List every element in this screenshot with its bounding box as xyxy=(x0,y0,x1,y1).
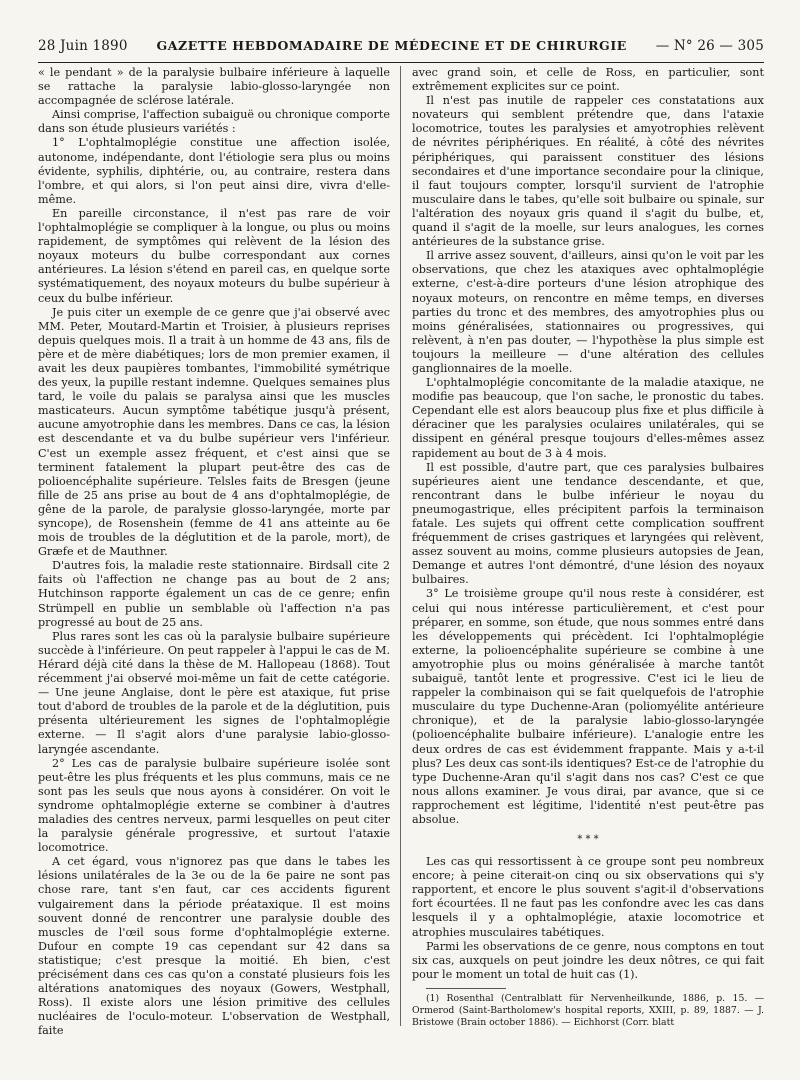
paragraph: Plus rares sont les cas où la paralysie bulbaire supérieure succède à l'inférieure. On peut rappeler à l'appui le cas de M. Hérard déjà cité dans la thèse de M. Hallopeau (1868). Tout récemment j'ai observé moi-même un fait de cette catégorie. — Une jeune Anglaise, dont le père est ataxique, fut prise tout d'abord de troubles de la parole et de la déglutition, puis présenta ultérieurement les signes de l'ophtalmoplégie externe. — Il s'agit alors d'une paralysie labio-glosso-laryngée ascendante. xyxy=(38,629,390,756)
paragraph: En pareille circonstance, il n'est pas rare de voir l'ophtalmoplégie se compliquer à la longue, ou plus ou moins rapidement, de symptômes qui relèvent de la lésion des noyaux moteurs du bulbe correspondant aux cornes antérieures. La lésion s'étend en pareil cas, en quelque sorte systématiquement, des noyaux moteurs du bulbe supérieur à ceux du bulbe inférieur. xyxy=(38,206,390,305)
paragraph: 3° Le troisième groupe qu'il nous reste à considérer, est celui qui nous intéresse particulièrement, et c'est pour préparer, en somme, son étude, que nous sommes entré dans les développements qui précèdent. Ici l'ophtalmoplégie externe, la polioencéphalite supérieure se combine à une amyotrophie plus ou moins généralisée à marche tantôt subaiguë, tantôt lente et progressive. C'est ici le lieu de rappeler la combinaison qui se fait quelquefois de l'atrophie musculaire du type Duchenne-Aran (poliomyélite antérieure chronique), et de la paralysie labio-glosso-laryngée (polioencéphalite bulbaire inférieure). L'analogie entre les deux ordres de cas est évidemment frappante. Mais y a-t-il plus? Les deux cas sont-ils identiques? Est-ce de l'atrophie du type Duchenne-Aran qu'il s'agit dans nos cas? C'est ce que nous allons examiner. Je vous dirai, par avance, que si ce rapprochement est légitime, l'identité n'est peut-être pas absolue. xyxy=(412,587,764,826)
left-column xyxy=(38,66,390,1038)
paragraph: Parmi les observations de ce genre, nous comptons en tout six cas, auxquels on peut joindre les deux nôtres, ce qui fait pour le moment un total de huit cas (1). xyxy=(412,939,764,981)
paragraph: avec grand soin, et celle de Ross, en particulier, sont extrêmement explicites sur ce point. xyxy=(412,66,764,94)
paragraph: « le pendant » de la paralysie bulbaire inférieure à laquelle se rattache la paralysie labio-glosso-laryngée non accompagnée de sclérose latérale. xyxy=(38,66,390,108)
footnote-rule xyxy=(426,988,506,989)
right-column xyxy=(412,66,764,1029)
section-separator-stars: * * * xyxy=(577,834,599,846)
paragraph: Il n'est pas inutile de rappeler ces constatations aux novateurs qui semblent prétendre que, dans l'ataxie locomotrice, toutes les paralysies et amyotrophies relèvent de névrites périphériques. En réalité, à côté des névrites périphériques, qui paraissent constituer des lésions secondaires et d'une importance secondaire pour la clinique, il faut toujours compter, lorsqu'il survient de l'atrophie musculaire dans le tabes, qu'elle soit bulbaire ou spinale, sur l'altération des noyaux gris quand il s'agit du bulbe, et, quand il s'agit de la moelle, sur leurs analogues, les cornes antérieures de la substance grise. xyxy=(412,94,764,249)
running-header xyxy=(38,38,764,60)
paragraph: 1° L'ophtalmoplégie constitue une affection isolée, autonome, indépendante, dont l'étiologie sera plus ou moins évidente, syphilis, diphtérie, ou, au contraire, restera dans l'ombre, et qui alors, si l'on peut ainsi dire, vivra d'elle-même. xyxy=(38,136,390,206)
issue-number: — N° 26 — xyxy=(655,38,734,54)
column-divider xyxy=(400,66,401,1026)
issue-number-and-page xyxy=(656,38,764,54)
paragraph: Les cas qui ressortissent à ce groupe sont peu nombreux encore; à peine citerait-on cinq ou six observations qui s'y rapportent, et encore le plus souvent s'agit-il d'observations fort écourtées. Il ne faut pas les confondre avec les cas dans lesquels il y a ophtalmoplégie, ataxie locomotrice et atrophies musculaires tabétiques. xyxy=(412,855,764,939)
paragraph: D'autres fois, la maladie reste stationnaire. Birdsall cite 2 faits où l'affection ne change pas au bout de 2 ans; Hutchinson rapporte également un cas de ce genre; enfin Strümpell en publie un semblable où l'affection n'a pas progressé au bout de 25 ans. xyxy=(38,559,390,629)
paragraph: Ainsi comprise, l'affection subaiguë ou chronique comporte dans son étude plusieurs variétés : xyxy=(38,108,390,136)
header-rule xyxy=(38,62,764,63)
paragraph: Je puis citer un exemple de ce genre que j'ai observé avec MM. Peter, Moutard-Martin et Troisier, à plusieurs reprises depuis quelques mois. Il a trait à un homme de 43 ans, fils de père et de mère diabétiques; lors de mon premier examen, il avait les deux paupières tombantes, l'immobilité symétrique des yeux, la pupille restant indemne. Quelques semaines plus tard, le voile du palais se paralysa ainsi que les muscles masticateurs. Aucun symptôme tabétique jusqu'à présent, aucune amyotrophie dans les membres. Dans ce cas, la lésion est descendante et va du bulbe supérieur vers l'inférieur. C'est un exemple assez fréquent, et c'est ainsi que se terminent fatalement la plupart peut-être des cas de polioencéphalite supérieure. Telsles faits de Bresgen (jeune fille de 25 ans prise au bout de 4 ans d'ophtalmoplégie, de gêne de la parole, de paralysie glosso-laryngée, morte par syncope), de Rosenshein (femme de 41 ans atteinte au 6e mois de troubles de la déglutition et de la parole, mort), de Græfe et de Mauthner. xyxy=(38,305,390,559)
paragraph: 2° Les cas de paralysie bulbaire supérieure isolée sont peut-être les plus fréquents et les plus communs, mais ce ne sont pas les seuls que nous ayons à considérer. On voit le syndrome ophtalmoplégie externe se combiner à d'autres maladies des centres nerveux, parmi lesquelles on peut citer la paralysie générale progressive, et surtout l'ataxie locomotrice. xyxy=(38,756,390,855)
paragraph: Il est possible, d'autre part, que ces paralysies bulbaires supérieures aient une tendance descendante, et que, rencontrant dans le bulbe inférieur le noyau du pneumogastrique, elles précipitent parfois la terminaison fatale. Les sujets qui offrent cette complication souffrent fréquemment de crises gastriques et laryngées qui relèvent, assez souvent au moins, comme plusieurs autopsies de Jean, Demange et autres l'ont démontré, d'une lésion des noyaux bulbaires. xyxy=(412,460,764,587)
issue-date: 28 Juin 1890 xyxy=(38,38,128,54)
page-number: 305 xyxy=(737,38,764,54)
paragraph: A cet égard, vous n'ignorez pas que dans le tabes les lésions unilatérales de la 3e ou de la 6e paire ne sont pas chose rare, tant s'en faut, car ces accidents figurent vulgairement dans la période préataxique. Il est moins souvent donné de rencontrer une paralysie double des muscles de l'œil sous forme d'ophtalmoplégie externe. Dufour en compte 19 cas cependant sur 42 dans sa statistique; c'est presque la moitié. Eh bien, c'est précisément dans ces cas qu'on a constaté plusieurs fois les altérations anatomiques des noyaux (Gowers, Westphall, Ross). Il existe alors une lésion primitive des cellules nucléaires de l'oculo-moteur. L'observation de Westphall, faite xyxy=(38,855,390,1038)
paragraph: L'ophtalmoplégie concomitante de la maladie ataxique, ne modifie pas beaucoup, que l'on sache, le pronostic du tabes. Cependant elle est alors beaucoup plus fixe et plus difficile à déraciner que les paralysies oculaires unilatérales, qui se dissipent en général presque toujours d'elles-mêmes assez rapidement au bout de 3 à 4 mois. xyxy=(412,376,764,460)
footnote: (1) Rosenthal (Centralblatt für Nervenheilkunde, 1886, p. 15. — Ormerod (Saint-Bartholomew's hospital reports, XXIII, p. 89, 1887. — J. Bristowe (Brain october 1886). — Eichhorst (Corr. blatt xyxy=(412,992,764,1028)
journal-title: GAZETTE HEBDOMADAIRE DE MÉDECINE ET DE CHIRURGIE xyxy=(156,38,627,53)
paragraph: Il arrive assez souvent, d'ailleurs, ainsi qu'on le voit par les observations, que chez les ataxiques avec ophtalmoplégie externe, c'est-à-dire porteurs d'une lésion atrophique des noyaux moteurs, on rencontre en même temps, en diverses parties du tronc et des membres, des amyotrophies plus ou moins généralisées, stationnaires ou progressives, qui relèvent, à n'en pas douter, — l'hypothèse la plus simple est toujours la meilleure — d'une altération des cellules ganglionnaires de la moelle. xyxy=(412,249,764,375)
